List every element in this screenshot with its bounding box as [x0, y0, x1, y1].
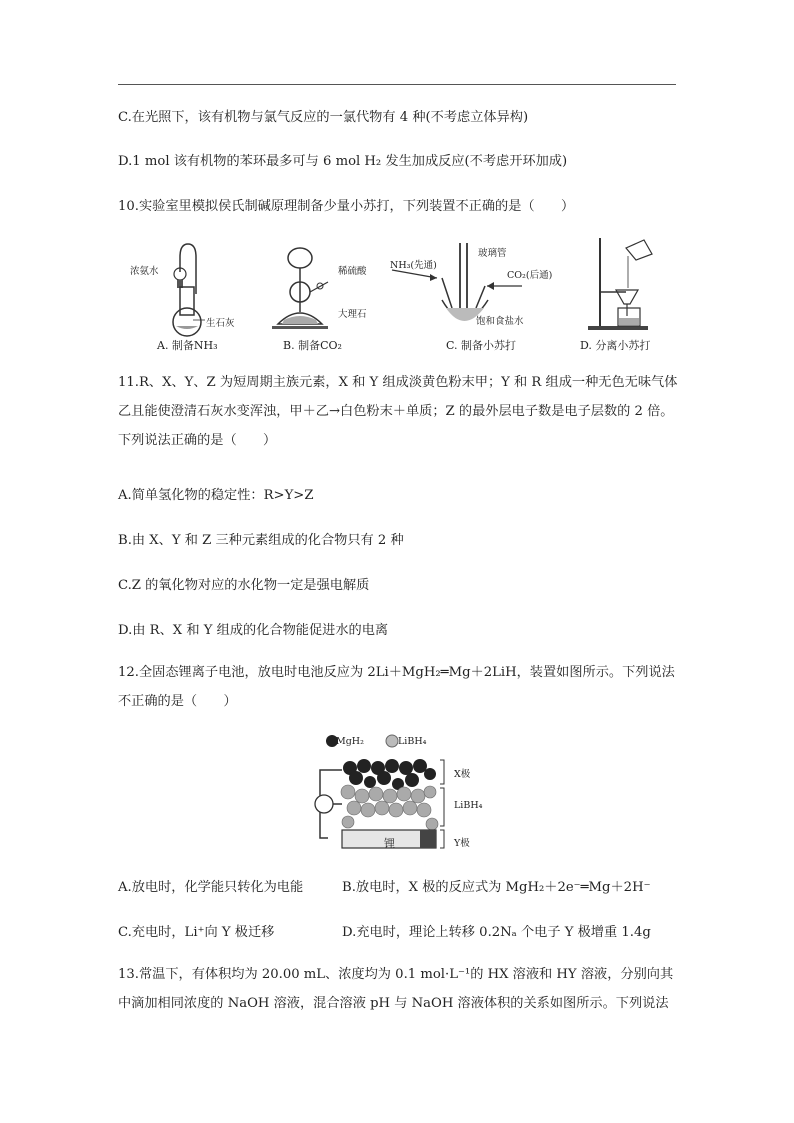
- label-x-pole: X极: [454, 769, 471, 780]
- legend-mgh2: MgH₂: [336, 736, 364, 747]
- label-libh4-layer: LiBH₄: [454, 800, 483, 811]
- q9-option-c: C.在光照下，该有机物与氯气反应的一氯代物有 4 种(不考虑立体异构): [118, 110, 529, 125]
- apparatus-d-figure: [586, 234, 666, 334]
- label-ammonia-water: 浓氨水: [130, 266, 159, 277]
- header-rule: [118, 84, 676, 85]
- label-lithium: 锂: [384, 837, 395, 850]
- label-marble: 大理石: [338, 309, 367, 320]
- q11-option-a: A.简单氢化物的稳定性：R>Y>Z: [118, 488, 314, 503]
- label-glass-tube: 玻璃管: [478, 248, 507, 259]
- q13-stem: 13.常温下，有体积均为 20.00 mL、浓度均为 0.1 mol·L⁻¹的 HX 溶液和 HY 溶液，分别向其中滴加相同浓度的 NaOH 溶液，混合溶液 pH 与 NaOH 溶液体积的关系如图所示。下列说法: [118, 967, 674, 1011]
- q12-option-d: D.充电时，理论上转移 0.2Nₐ 个电子 Y 极增重 1.4g: [342, 925, 651, 940]
- label-y-pole: Y极: [454, 838, 470, 849]
- caption-a: A. 制备NH₃: [157, 339, 218, 352]
- label-co2-later: CO₂(后通): [507, 270, 553, 281]
- q12-option-c: C.充电时，Li⁺向 Y 极迁移: [118, 925, 275, 940]
- q9-option-d: D.1 mol 该有机物的苯环最多可与 6 mol H₂ 发生加成反应(不考虑开环加成): [118, 154, 568, 169]
- q11-option-d: D.由 R、X 和 Y 组成的化合物能促进水的电离: [118, 623, 389, 638]
- caption-d: D. 分离小苏打: [580, 339, 651, 352]
- q11-stem: 11.R、X、Y、Z 为短周期主族元素，X 和 Y 组成淡黄色粉末甲；Y 和 R 组成一种无色无味气体乙且能使澄清石灰水变浑浊，甲＋乙→白色粉末＋单质；Z 的最外层电子数是电子层数的 2 倍。下列说法正确的是（ ）: [118, 375, 678, 448]
- label-nh3-first: NH₃(先通): [390, 260, 437, 271]
- label-quicklime: 生石灰: [206, 318, 235, 329]
- caption-c: C. 制备小苏打: [446, 339, 517, 352]
- q12-stem: 12.全固态锂离子电池，放电时电池反应为 2Li＋MgH₂═Mg＋2LiH，装置如图所示。下列说法不正确的是（ ）: [118, 665, 675, 709]
- label-dilute-acid: 稀硫酸: [338, 266, 367, 277]
- q11-option-b: B.由 X、Y 和 Z 三种元素组成的化合物只有 2 种: [118, 533, 404, 548]
- q12-option-b: B.放电时，X 极的反应式为 MgH₂＋2e⁻═Mg＋2H⁻: [342, 880, 651, 895]
- q12-option-a: A.放电时，化学能只转化为电能: [118, 880, 304, 895]
- q11-option-c: C.Z 的氧化物对应的水化物一定是强电解质: [118, 578, 370, 593]
- legend-libh4: LiBH₄: [398, 736, 427, 747]
- q10-stem: 10.实验室里模拟侯氏制碱原理制备少量小苏打，下列装置不正确的是（ ）: [118, 199, 575, 214]
- label-brine: 饱和食盐水: [476, 316, 524, 327]
- caption-b: B. 制备CO₂: [283, 339, 342, 352]
- apparatus-b-figure: [270, 240, 330, 335]
- battery-figure: [312, 732, 452, 854]
